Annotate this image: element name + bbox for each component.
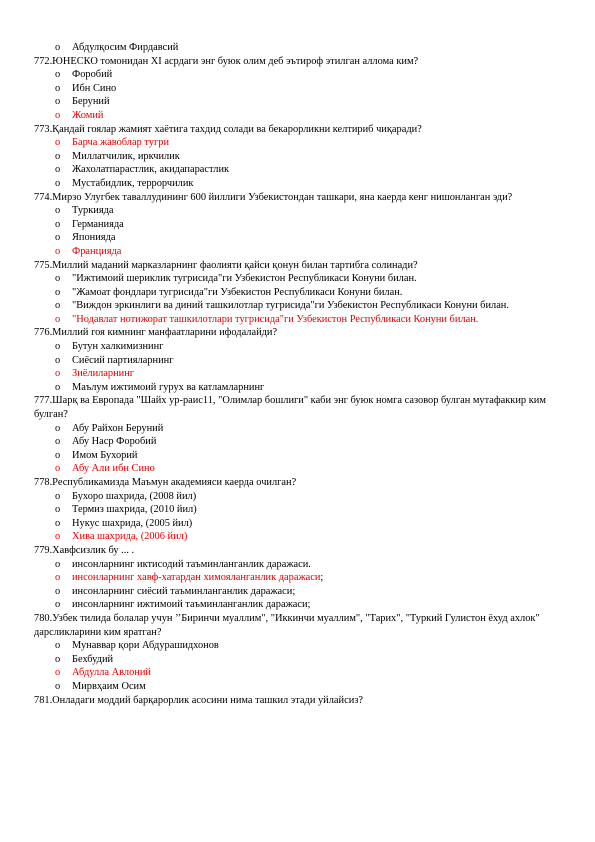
option-text: Абу Наср Форобий [72, 436, 157, 448]
answer-option-correct [34, 136, 554, 150]
option-text: "Виждон эркинлиги ва диний ташкилотлар тугрисида"ги Узбекистон Республикаси Конуни билан. [72, 300, 509, 312]
answer-option-correct [34, 571, 554, 585]
answer-option-correct [34, 109, 554, 123]
question-text: 776.Миллий гоя кимнинг манфаатларини ифодалайди? [34, 327, 278, 339]
answer-option [34, 490, 554, 504]
question-text: 774.Мирзо Улугбек таваллудининг 600 йиллиги Узбекистондан ташкари, яна каерда кенг нишонланган эди? [34, 191, 513, 203]
bullet-marker: o [55, 653, 61, 665]
bullet-marker: o [55, 42, 61, 53]
option-text: Японияда [72, 232, 116, 244]
option-suffix: ; [320, 572, 324, 584]
bullet-marker: o [55, 137, 61, 149]
question-text: 777.Шарқ ва Европада "Шайх ур-раис11, "Олимлар бошлиги" каби энг буюк номга сазовор булган мутафаккир ким булган? [34, 395, 546, 421]
answer-option [34, 422, 554, 436]
answer-option [34, 598, 554, 612]
option-text: Францияда [72, 245, 122, 257]
answer-option [34, 517, 554, 531]
option-text: Термиз шахрида, (2010 йил) [72, 504, 197, 516]
option-text: "Ижтимоий шериклик тугрисида"ги Узбекистон Республикаси Конуни билан. [72, 273, 417, 285]
answer-option [34, 82, 554, 96]
bullet-marker: o [55, 585, 61, 597]
option-text: Жахолатпарастлик, акидапарастлик [72, 164, 230, 176]
option-text: Туркияда [72, 205, 114, 217]
bullet-marker: o [55, 572, 61, 584]
answer-option-correct [34, 462, 554, 476]
option-text: Ибн Сино [72, 82, 117, 94]
answer-option-correct [34, 367, 554, 381]
bullet-marker: o [55, 680, 61, 692]
bullet-marker: o [55, 504, 61, 516]
option-text: инсонларнинг ижтимоий таъминланганлик даражаси; [72, 599, 311, 611]
option-text: Хива шахрида, (2006 йил) [72, 531, 188, 543]
answer-option-correct [34, 245, 554, 259]
option-text: Мунаввар қори Абдурашидхонов [72, 640, 219, 652]
document-body [34, 41, 554, 707]
answer-option-correct [34, 313, 554, 327]
bullet-marker: o [55, 109, 61, 121]
answer-option [34, 299, 554, 313]
answer-option [34, 585, 554, 599]
answer-option [34, 218, 554, 232]
answer-option [34, 639, 554, 653]
question-text: 778.Республикамизда Маъмун академияси каерда очилган? [34, 477, 297, 488]
option-text: Абу Али ибн Сино [72, 463, 155, 475]
answer-option [34, 41, 554, 55]
answer-option [34, 150, 554, 164]
option-text: Мирвҳаим Осим [72, 680, 146, 692]
bullet-marker: o [55, 341, 61, 353]
answer-option-correct [34, 530, 554, 544]
question-text: 780.Узбек тилида болалар учун ’’Биринчи муаллим", "Иккинчи муаллим", "Тарих", "Туркий Гулистон ёхуд ахлок" дарсликларини ким яратган? [34, 612, 540, 638]
bullet-marker: o [55, 463, 61, 475]
answer-option [34, 503, 554, 517]
question-text: 779.Хавфсизлик бу ... . [34, 544, 135, 556]
option-text: Германияда [72, 218, 124, 230]
bullet-marker: o [55, 218, 61, 230]
answer-option-correct [34, 666, 554, 680]
bullet-marker: o [55, 232, 61, 244]
option-text: Беруний [72, 96, 110, 108]
bullet-marker: o [55, 273, 61, 285]
question-text: 775.Миллий маданий марказларнинг фаолияти қайси қонун билан тартибга солинади? [34, 259, 418, 271]
answer-option [34, 231, 554, 245]
bullet-marker: o [55, 490, 61, 502]
option-text: Абу Райхон Беруний [72, 422, 164, 434]
bullet-marker: o [55, 381, 61, 393]
bullet-marker: o [55, 150, 61, 162]
option-text: Бутун халкимизнинг [72, 341, 164, 353]
option-text: Абдулқосим Фирдавсий [72, 42, 179, 53]
option-text: инсонларнинг иктисодий таъминланганлик даражаси. [72, 558, 311, 570]
answer-option [34, 653, 554, 667]
option-text: Бехбудий [72, 653, 114, 665]
bullet-marker: o [55, 449, 61, 461]
bullet-marker: o [55, 205, 61, 217]
bullet-marker: o [55, 558, 61, 570]
bullet-marker: o [55, 164, 61, 176]
option-text: Сиёсий партияларнинг [72, 354, 174, 366]
bullet-marker: o [55, 531, 61, 543]
answer-option [34, 381, 554, 395]
option-text: Зиёлиларнинг [72, 368, 135, 380]
option-text: инсонларнинг сиёсий таъминланганлик даражаси; [72, 585, 296, 597]
option-text: инсонларнинг хавф-хатардан химояланганлик даражаси [72, 572, 321, 584]
bullet-marker: o [55, 313, 61, 325]
answer-option [34, 680, 554, 694]
question-text: 773.Қандай гоялар жамият хаётига тахдид солади ва бекарорликни келтириб чиқаради? [34, 123, 422, 135]
answer-option [34, 286, 554, 300]
option-text: Нукус шахрида, (2005 йил) [72, 517, 193, 529]
answer-option [34, 95, 554, 109]
answer-option [34, 558, 554, 572]
bullet-marker: o [55, 368, 61, 380]
option-text: Миллатчилик, иркчилик [72, 150, 180, 162]
answer-option [34, 272, 554, 286]
bullet-marker: o [55, 436, 61, 448]
answer-option [34, 68, 554, 82]
answer-option [34, 354, 554, 368]
bullet-marker: o [55, 599, 61, 611]
option-text: Имом Бухорий [72, 449, 138, 461]
bullet-marker: o [55, 82, 61, 94]
answer-option [34, 177, 554, 191]
option-text: Форобий [72, 69, 113, 81]
bullet-marker: o [55, 69, 61, 81]
question-text: 781.Онладаги моддий барқарорлик асосини нима ташкил этади уйлайсиз? [34, 694, 363, 706]
answer-option [34, 449, 554, 463]
option-text: Мустабидлик, террорчилик [72, 177, 194, 189]
bullet-marker: o [55, 245, 61, 257]
option-text: Бухоро шахрида, (2008 йил) [72, 490, 197, 502]
bullet-marker: o [55, 96, 61, 108]
bullet-marker: o [55, 517, 61, 529]
bullet-marker: o [55, 177, 61, 189]
bullet-marker: o [55, 300, 61, 312]
answer-option [34, 435, 554, 449]
answer-option [34, 163, 554, 177]
answer-option [34, 340, 554, 354]
option-text: "Нодавлат нотижорат ташкилотлари тугрисида"ги Узбекистон Республикаси Конуни билан. [72, 313, 479, 325]
option-text: Барча жавоблар тугри [72, 137, 170, 149]
answer-option [34, 204, 554, 218]
bullet-marker: o [55, 286, 61, 298]
question-text: 772.ЮНЕСКО томонидан XI асрдаги энг буюк олим деб эътироф этилган алломa ким? [34, 55, 419, 67]
option-text: "Жамоат фондлари тугрисида"ги Узбекистон Республикаси Конуни билан. [72, 286, 403, 298]
option-text: Маълум ижтимоий гурух ва катламларнинг [72, 381, 265, 393]
bullet-marker: o [55, 354, 61, 366]
option-text: Жомий [72, 109, 104, 121]
bullet-marker: o [55, 667, 61, 679]
option-text: Абдулла Авлоний [72, 667, 151, 679]
bullet-marker: o [55, 422, 61, 434]
bullet-marker: o [55, 640, 61, 652]
